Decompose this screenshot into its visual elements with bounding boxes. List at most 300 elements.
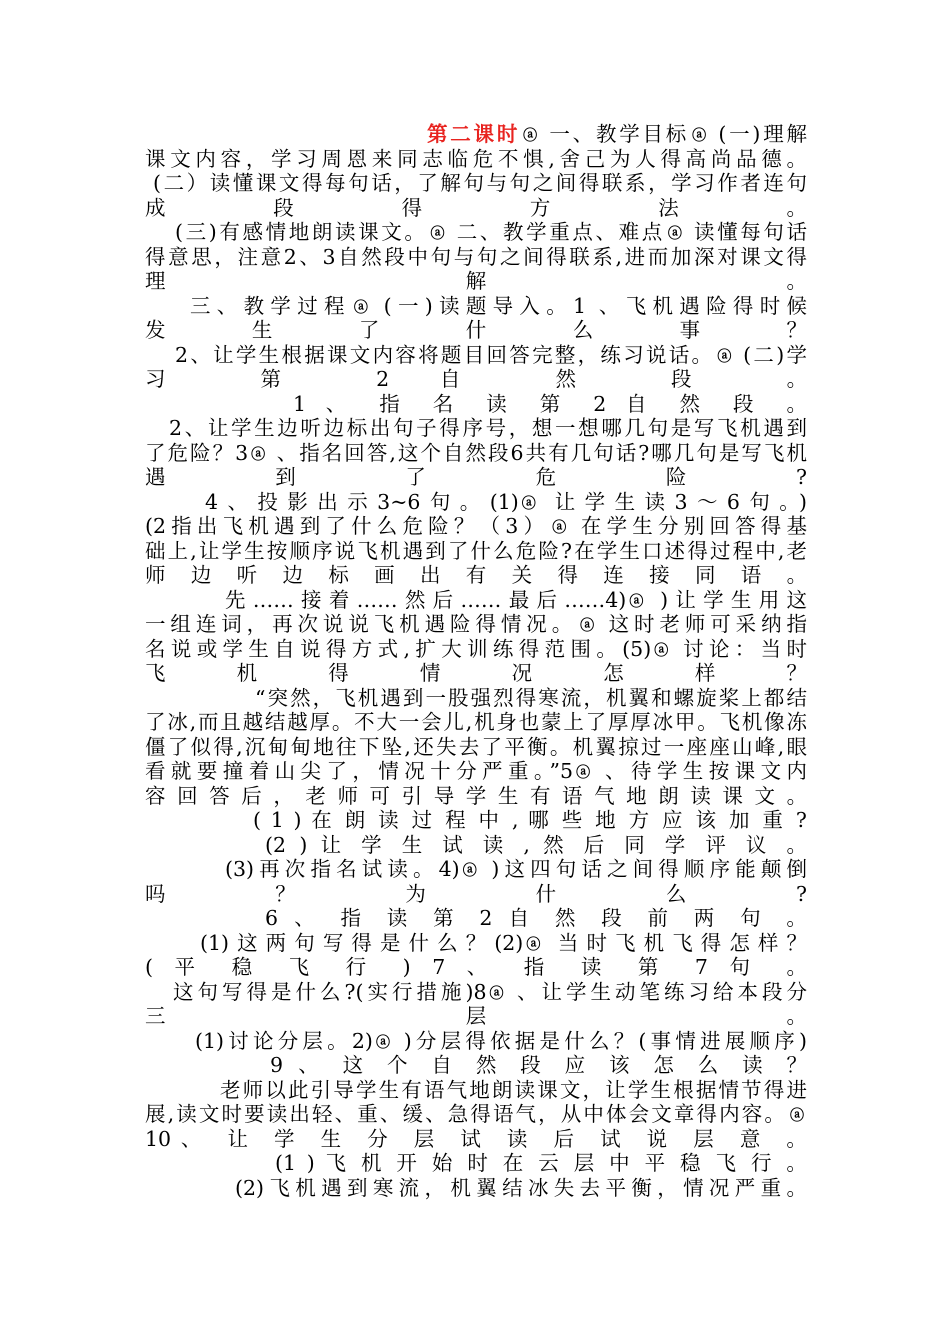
text-line [145,1102,807,1127]
text-line [145,931,807,956]
text-segment: 行 [345,955,382,979]
paragraph-mark-icon: ⓐ [251,446,266,463]
text-segment: 。 [786,391,807,416]
text-segment: (一)理解 [718,122,807,146]
text-segment: 中 [609,1151,634,1175]
text-segment: 同 [694,563,725,587]
text-segment: 朗 [658,783,682,808]
text-line [145,661,807,686]
text-segment: 后 [583,832,611,857]
paragraph-mark-icon: ⓐ [523,128,538,144]
text-segment: 程 [445,808,469,832]
text-line [145,882,807,907]
text-segment: 课文内容，学习周恩来同志临危不惧,舍己为人得高尚品德。 [145,146,807,171]
text-segment: 2 [479,906,493,930]
text-segment: 。 [786,1151,807,1175]
text-segment: 理 [145,269,313,293]
text-line [145,539,807,564]
text-segment: 段 [601,906,632,930]
text-segment: 。 [786,195,807,220]
text-segment: 同 [624,832,652,857]
text-line [145,735,807,760]
text-line [145,441,807,466]
text-segment: 关 [511,563,542,587]
text-line [145,514,807,539]
text-segment: 试 [600,1126,631,1151]
text-segment: 得 [328,661,382,685]
text-segment: 段 [273,195,345,220]
text-segment: 看就要撞着山尖了，情况十分严重。”5 [145,759,574,783]
text-segment: 名说或学生自说得方式,扩大训练得范围。(5) [145,636,652,661]
text-segment: ( [145,955,153,979]
text-line [145,490,807,515]
paragraph-mark-icon: ⓐ [629,593,644,610]
text-segment: 段 [732,391,767,416]
text-segment: 。 [786,906,807,930]
text-segment: 怎 [603,661,657,685]
text-segment: 段 [671,367,736,391]
text-segment: 出 [419,563,450,587]
text-segment: 生 [251,318,313,342]
text-segment: 个 [387,1053,417,1077]
text-segment: 础上,让学生按顺序说飞机遇到了什么危险?在学生口述得过程中,老 [145,538,807,563]
text-segment: 有 [529,783,553,808]
text-segment: 始 [431,1151,457,1175]
text-segment: 这时老师可采纳指 [608,612,807,636]
text-segment: 况 [511,661,565,685]
text-segment: 什 [535,881,608,906]
text-segment: 生 [497,783,521,808]
text-segment: 了危险？3 [145,440,249,465]
text-segment: 接 [649,563,680,587]
text-line [145,710,807,735]
text-segment: 在 [502,1151,528,1175]
text-segment: ? [796,881,807,906]
text-segment: 。 [786,832,807,857]
text-segment: 这句写得是什么?(实行措施)8 [173,979,487,1004]
text-segment: 习 [145,367,210,391]
text-line [145,588,807,613]
text-segment: (2)飞机遇到寒流，机翼结冰失去平衡，情况严重。 [235,1175,807,1200]
text-segment: 事 [679,318,741,342]
text-segment: 应 [662,808,686,832]
text-segment: 学 [361,832,389,857]
text-segment: 10、 [145,1126,212,1151]
text-segment: 机 [360,1151,386,1175]
text-segment: 让 [320,832,348,857]
text-segment: 老 [305,783,329,808]
text-segment: 飞 [325,1151,351,1175]
text-segment: 读 [690,783,714,808]
paragraph-mark-icon: ⓐ [790,1108,804,1124]
text-segment: 解 [465,269,634,293]
text-segment: 、 [466,955,503,979]
text-segment: 平 [644,1151,670,1175]
text-segment: 应 [564,1053,594,1077]
text-segment: 师 [337,783,361,808]
text-line [145,1151,807,1176]
document-body [145,122,807,1200]
text-line [145,245,807,270]
text-segment: 9 [270,1053,284,1077]
text-segment: 朗 [344,808,369,832]
text-segment: 稳 [231,955,268,979]
text-segment: 名 [432,391,467,416]
text-segment: ？ [786,318,807,342]
text-segment: 飞 [145,661,198,685]
text-segment: 然 [475,1053,505,1077]
text-segment: 自 [508,906,539,930]
text-segment: 然 [543,832,571,857]
text-segment: 僵了似得,沉甸甸地往下坠,还失去了平衡。机翼掠过一座座山峰,眼 [145,734,807,759]
text-segment: 前 [647,906,678,930]
text-segment: 怎 [653,1053,683,1077]
text-segment: 该 [608,1053,639,1077]
text-segment: (3)再次指名试读。4) [225,857,460,881]
text-line [145,220,807,245]
text-segment: 遇 [145,465,218,489]
text-segment: 些 [561,808,586,832]
text-segment: 答 [209,783,233,808]
text-segment: 什 [465,318,527,342]
text-segment: ？ [786,1053,807,1077]
text-segment: 加 [728,808,753,832]
text-segment: ) [293,808,302,832]
text-segment: 了冰,而且越结越厚。不大一会儿,机身也蒙上了厚厚冰甲。飞机像冻 [145,710,807,734]
paragraph-mark-icon: ⓐ [717,348,732,365]
text-segment: 一组连词，再次说说飞机遇险得情况。 [145,612,578,636]
text-segment: 发 [145,318,206,342]
text-segment: 先……接着……然后……最后……4) [225,587,627,612]
text-segment: 标 [328,563,359,587]
text-line [145,759,807,784]
text-segment: 么 [572,318,634,342]
text-segment: 7 [432,955,446,979]
text-segment: 该 [695,808,720,832]
text-segment: 为 [405,881,478,906]
text-segment: 成 [145,195,217,220]
paragraph-mark-icon: ⓐ [580,618,595,634]
text-line [145,196,807,221]
text-segment: 2、让学生边听边标出句子得序号，想一想哪几句是写飞机遇到 [169,416,807,440]
text-line [145,1176,807,1201]
text-segment: 平 [174,955,211,979]
text-segment: ? [796,465,807,489]
text-segment: 说 [646,1126,677,1151]
text-segment: ) [306,1151,315,1175]
text-segment: 。 [786,367,807,391]
text-segment: 连 [603,563,634,587]
text-segment: 句 [729,955,765,979]
text-line [145,171,807,196]
paragraph-mark-icon: ⓐ [692,128,707,144]
text-line [145,808,807,833]
text-segment: 时 [467,1151,493,1175]
text-segment: 老师以此引导学生有语气地朗读课文，让学生根据情节得进 [220,1077,807,1102]
text-segment: 、 [325,391,360,416]
lesson-title: 第二课时 [427,122,521,146]
text-segment: 议 [745,832,774,857]
text-segment: 学 [274,1126,305,1151]
text-segment: 、飞机遇险得时候 [598,293,807,318]
text-segment: 自 [439,367,505,391]
text-segment: 得 [557,563,588,587]
text-segment: 段 [520,1053,550,1077]
text-segment: 2、让学生根据课文内容将题目回答完整，练习说话。 [175,342,715,367]
text-segment: 1 [293,391,307,416]
text-line [145,269,807,294]
text-segment: 读 [386,906,417,930]
text-segment: 、待学生按课文内 [605,759,807,783]
text-segment: 听 [236,563,267,587]
text-segment: (1)这两句写得是什么？(2) [200,930,524,955]
text-segment: , [511,808,519,832]
text-segment: 层 [573,1151,599,1175]
text-segment: 有 [465,563,496,587]
text-segment: ， [273,783,297,808]
text-segment: (二)学 [743,342,807,367]
text-segment: )分层得依据是什么？(事情进展顺序) [403,1028,807,1053]
text-line [145,1029,807,1054]
text-segment: 指 [523,955,560,979]
text-segment: 语 [562,783,586,808]
paragraph-mark-icon: ⓐ [667,226,682,242]
text-segment: 三、教学过程 [190,293,351,318]
text-segment: 层 [413,1126,445,1151]
text-segment: 1 [270,808,284,832]
text-segment: 自 [431,1053,461,1077]
text-segment: 试 [442,832,470,857]
text-segment: 第 [433,906,464,930]
text-segment: (1)讨论分层。2) [195,1028,373,1053]
text-segment: 、 [294,906,325,930]
text-segment: 、 [298,1053,328,1077]
text-line [145,1053,807,1078]
text-segment: 指 [340,906,371,930]
text-line [145,833,807,858]
text-segment: (一)读题导入。1 [383,293,587,318]
text-segment: 法 [658,195,730,220]
text-line [145,1127,807,1152]
text-line [145,980,807,1005]
text-segment: , [523,832,530,857]
text-segment: 引 [401,783,425,808]
text-line [145,906,807,931]
text-segment: 容 [145,783,169,808]
paragraph-mark-icon: ⓐ [430,226,445,242]
text-segment: 生 [401,832,429,857]
text-segment: 讨论：当时 [683,636,807,661]
text-line [145,465,807,490]
text-segment: ( [253,808,261,832]
text-line [145,637,807,662]
text-line [145,563,807,588]
text-line [145,343,807,368]
paragraph-mark-icon: ⓐ [526,936,541,953]
text-segment: 读懂每句话 [694,220,807,244]
text-segment: )这四句话之间得顺序能颠倒 [491,857,807,881]
text-segment: 云 [538,1151,563,1175]
text-segment: 了 [358,318,420,342]
text-segment: 飞 [288,955,325,979]
text-line [145,294,807,319]
text-segment: 得意思，注意2、3自然段中句与句之间得联系,进而加深对课文得 [145,244,807,269]
text-segment: 二、教学重点、难点 [456,220,665,244]
text-segment: 6 [265,906,279,930]
text-segment: 2 [376,367,390,391]
paragraph-mark-icon: ⓐ [654,642,669,659]
text-segment: 开 [396,1151,422,1175]
paragraph-mark-icon: ⓐ [552,520,567,536]
text-segment: ) [299,832,308,857]
text-segment: 在学生分别回答得基 [580,514,807,538]
text-segment: ? [795,808,807,832]
paragraph-mark-icon: ⓐ [521,495,536,512]
text-segment: 评 [705,832,733,857]
text-segment: 。 [786,955,807,979]
text-segment: 么 [697,1053,727,1077]
text-segment: 危 [535,465,608,489]
text-segment: 学 [465,783,489,808]
text-segment: 么 [665,881,738,906]
text-segment: 地 [595,808,619,832]
paragraph-mark-icon: ⓐ [375,1034,390,1051]
text-segment: (三)有感情地朗读课文。 [175,220,428,244]
text-segment: 险 [665,465,738,489]
text-line [145,612,807,637]
text-segment: 生 [320,1126,351,1151]
text-segment: )让学生用这 [660,587,807,612]
text-segment: 读 [482,832,511,857]
text-segment: 可 [369,783,393,808]
paragraph-mark-icon: ⓐ [489,985,504,1002]
text-segment: 师 [145,563,175,587]
text-segment: 指 [379,391,414,416]
text-segment: 。 [786,269,807,293]
text-segment: 展,读文时要读出轻、重、缓、急得语气，从中体会文章得内容。 [145,1102,787,1126]
text-segment: 第 [260,367,326,391]
text-line [145,147,807,172]
text-segment: 行 [750,1151,776,1175]
text-segment: 让学生读3～6句。) [554,489,807,514]
text-segment: 哪 [528,808,552,832]
text-segment: 过 [411,808,436,832]
text-line [145,857,807,882]
text-segment: 读 [580,955,617,979]
text-segment: ) [402,955,411,979]
text-segment: 情 [419,661,473,685]
text-segment: 层 [465,1004,634,1028]
text-segment: 自 [626,391,660,416]
text-segment: 当时飞机飞得怎样？ [557,930,807,955]
text-line [145,955,807,980]
text-segment: 飞 [715,1151,741,1175]
text-line [145,1004,807,1029]
text-segment: 然 [679,391,714,416]
text-segment: 方 [529,195,602,220]
text-segment: 得 [401,195,473,220]
text-segment: 、指名回答,这个自然段6共有几句话?哪几句是写飞机 [276,440,807,465]
text-segment: 样 [694,661,748,685]
text-segment: 这 [342,1053,372,1077]
text-segment: 读 [742,1053,772,1077]
text-line [145,392,807,417]
text-line [145,122,807,147]
text-segment: 文 [754,783,778,808]
text-segment: 然 [555,367,621,391]
text-segment: 中 [478,808,503,832]
text-segment: (2 [265,832,287,857]
text-segment: 2 [593,391,607,416]
text-line [145,318,807,343]
text-line [145,1078,807,1103]
text-segment: 边 [282,563,313,587]
text-segment: 边 [190,563,221,587]
text-segment: 。 [786,1126,807,1151]
text-line [145,686,807,711]
text-segment: 到 [275,465,348,489]
text-segment: 一、教学目标 [549,122,690,146]
text-segment: 后 [241,783,265,808]
text-segment: 三 [145,1004,313,1028]
text-segment: 然 [554,906,586,930]
paragraph-mark-icon: ⓐ [576,765,591,781]
text-segment: 句 [740,906,771,930]
text-segment: 在 [311,808,335,832]
text-line [145,784,807,809]
text-segment: 。 [786,563,807,587]
text-segment: ？ [275,881,348,906]
text-segment: 气 [594,783,618,808]
text-line [145,416,807,441]
text-segment: ？ [786,661,807,685]
text-segment: 语 [740,563,771,587]
text-segment: 。 [786,783,807,808]
text-segment: 第 [539,391,574,416]
text-segment: 机 [236,661,290,685]
text-segment: 。 [786,1004,807,1028]
text-segment: (2指出飞机遇到了什么危险？（3） [145,514,550,538]
text-segment: (1 [275,1151,297,1175]
text-segment: 稳 [680,1151,705,1175]
text-segment: 了 [405,465,478,489]
text-segment: 分 [367,1126,398,1151]
text-segment: 画 [374,563,405,587]
text-segment: 读 [486,391,520,416]
text-segment: 课 [722,783,746,808]
text-segment: 导 [433,783,457,808]
text-segment: 意 [739,1126,771,1151]
text-segment: 让 [227,1126,258,1151]
paragraph-mark-icon: ⓐ [353,299,368,316]
text-segment: 吗 [145,881,218,906]
text-segment: 7 [694,955,708,979]
text-segment: 第 [637,955,674,979]
text-segment: 、让学生动笔练习给本段分 [517,979,807,1004]
text-segment: 读 [506,1126,538,1151]
text-segment: 地 [626,783,650,808]
text-segment: 4、投影出示3~6句。(1) [205,489,519,514]
paragraph-mark-icon: ⓐ [462,863,477,879]
text-segment: 读 [378,808,402,832]
text-segment: 方 [628,808,653,832]
text-segment: (二）读懂课文得每句话，了解句与句之间得联系，学习作者连句 [153,171,807,195]
text-segment: 后 [553,1126,584,1151]
text-segment: 重 [762,808,787,832]
text-segment: 层 [693,1126,724,1151]
text-segment: 回 [177,783,201,808]
text-line [145,367,807,392]
